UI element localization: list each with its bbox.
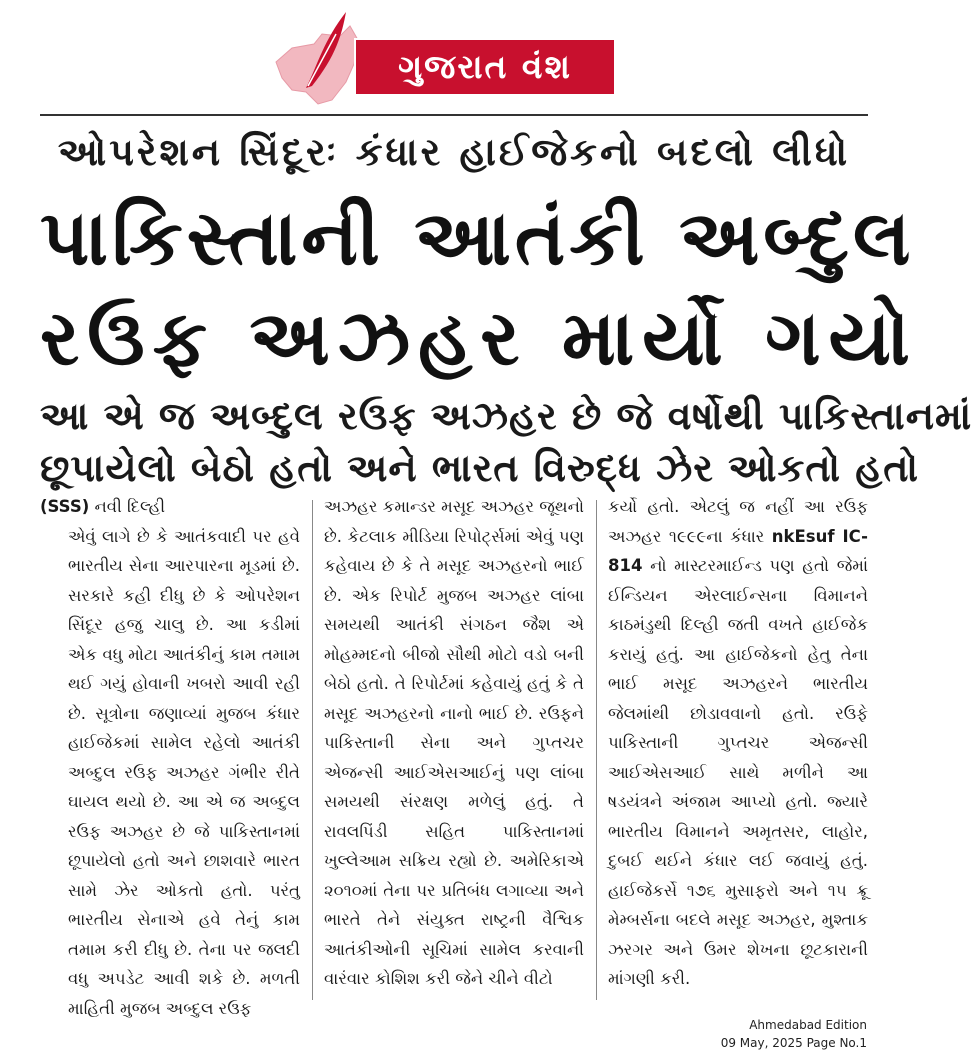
dateline-place: નવી દિલ્હી (94, 497, 166, 516)
brand-name: ગુજરાત વંશ (354, 38, 616, 96)
logo[interactable] (262, 4, 622, 108)
article-body (40, 492, 868, 1018)
column-divider (596, 500, 597, 1000)
headline-line-1: પાકિસ્તાની આતંકી અબ્દુલ (40, 193, 915, 282)
flight-code: nkEsuf IC-814 (608, 526, 868, 575)
edition-footer (567, 1016, 867, 1052)
article-column-1 (40, 492, 300, 1018)
headline-line-2: રઉફ અઝહર માર્યો ગયો (40, 293, 918, 382)
column-2-text: અઝહર કમાન્ડર મસૂદ અઝહર જૂથનો છે. કેટલાક મીડિયા રિપોર્ટ્સમાં એવું પણ કહેવાય છે કે તે મસૂદ અઝહરનો ભાઈ છે. એક રિપોર્ટ મુજબ અઝહર લાંબા સમયથી આતંકી સંગઠન જૈશ એ મોહમ્મદનો બીજો સૌથી મોટો વડો બની બેઠો હતો. તે રિપોર્ટમાં કહેવાયું હતું કે તે મસૂદ અઝહરનો નાનો ભાઈ છે. રઉફને પાકિસ્તાની સેના અને ગુપ્તચર એજન્સી આઈએસઆઈનું પણ લાંબા સમયથી સંરક્ષણ મળેલું હતું. તે રાવલપિંડી સહિત પાકિસ્તાનમાં ખુલ્લેઆમ સક્રિય રહ્યો છે. અમેરિકાએ ૨૦૧૦માં તેના પર પ્રતિબંધ લગાવ્યા અને ભારતે તેને સંયુક્ત રાષ્ટ્રની વૈશ્વિક આતંકીઓની સૂચિમાં સામેલ કરવાની વારંવાર કોશિશ કરી જેને ચીને વીટો (324, 497, 584, 988)
subhead-line-2: છૂપાયેલો બેઠો હતો અને ભારત વિરુદ્ધ ઝેર ઓકતો હતો (40, 446, 919, 490)
edition-name: Ahmedabad Edition (749, 1018, 867, 1032)
dateline-source: (SSS) (40, 497, 90, 516)
column-3-text-b: નો માસ્ટરમાઈન્ડ પણ હતો જેમાં ઈન્ડિયન એરલાઈન્સના વિમાનને કાઠમંડુથી દિલ્હી જતી વખતે હાઈજેક કરાયું હતું. આ હાઈજેકનો હેતુ તેના ભાઈ મસૂદ અઝહરને ભારતીય જેલમાંથી છોડાવવાનો હતો. રઉફે પાકિસ્તાની ગુપ્તચર એજન્સી આઈએસઆઈ સાથે મળીને આ ષડયંત્રને અંજામ આપ્યો હતો. જ્યારે ભારતીય વિમાનને અમૃતસર, લાહોર, દુબઈ થઈને કંધાર લઈ જવાયું હતું. હાઈજેકર્સે ૧૭૬ મુસાફરો અને ૧૫ ક્રૂ મેમ્બર્સના બદલે મસૂદ અઝહર, મુશ્તાક ઝરગર અને ઉમર શેખના છૂટકારાની માંગણી કરી. (608, 556, 868, 988)
column-divider (312, 500, 313, 1000)
column-1-text: એવું લાગે છે કે આતંકવાદી પર હવે ભારતીય સેના આરપારના મૂડમાં છે. સરકારે કહી દીધુ છે કે ઓપરેશન સિંદૂર હજુ ચાલુ છે. આ કડીમાં એક વધુ મોટા આતંકીનું કામ તમામ થઈ ગયું હોવાની ખબરો આવી રહી છે. સૂત્રોના જણાવ્યાં મુજબ કંધાર હાઈજેકમાં સામેલ રહેલો આતંકી અબ્દુલ રઉફ અઝહર ગંભીર રીતે ઘાયલ થયો છે. આ એ જ અબ્દુલ રઉફ અઝહર છે જે પાકિસ્તાનમાં છૂપાયેલો હતો અને છાશવારે ભારત સામે ઝેર ઓકતો હતો. પરંતુ ભારતીય સેનાએ હવે તેનું કામ તમામ કરી દીધુ છે. તેના પર જલદી વધુ અપડેટ આવી શકે છે. મળતી માહિતી મુજબ અબ્દુલ રઉફ (68, 526, 300, 1018)
article-column-3 (608, 492, 868, 1004)
header-divider (40, 114, 868, 116)
article-kicker: ઓપરેશન સિંદૂરઃ કંધાર હાઈજેકનો બદલો લીધો (57, 130, 851, 174)
article-column-2 (324, 492, 584, 1004)
edition-date-page: 09 May, 2025 Page No.1 (720, 1036, 867, 1050)
column-3-text-a: કર્યો હતો. એટલું જ નહીં આ રઉફ અઝહર ૧૯૯૯ના કંધાર (608, 497, 868, 546)
masthead (0, 0, 877, 110)
subhead-line-1: આ એ જ અબ્દુલ રઉફ અઝહર છે જે વર્ષોથી પાકિસ્તાનમાં (40, 394, 972, 438)
